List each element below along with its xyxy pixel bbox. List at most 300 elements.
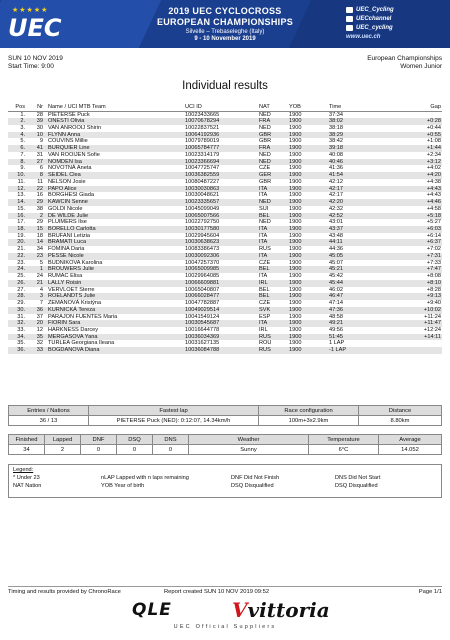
result-gap bbox=[392, 111, 442, 118]
result-name: BUDNIKOVA Karolina bbox=[48, 259, 103, 266]
result-nr: 36 bbox=[26, 307, 44, 314]
result-uci-id: 10023433665 bbox=[185, 111, 220, 118]
result-uci-id: 10066609881 bbox=[184, 280, 258, 287]
result-gap: +8:28 bbox=[426, 286, 441, 293]
race-date: SUN 10 NOV 2019 bbox=[8, 55, 63, 62]
result-yob: 1900 bbox=[288, 132, 328, 139]
result-nat: NED bbox=[259, 111, 271, 118]
result-gap: +7:33 bbox=[426, 259, 441, 266]
table-row bbox=[8, 111, 442, 118]
result-yob: 1900 bbox=[288, 307, 328, 314]
result-yob: 1900 bbox=[289, 192, 302, 199]
result-time: 42:12 bbox=[329, 178, 343, 185]
result-name: VERVLOET Sterre bbox=[48, 286, 95, 293]
table-row bbox=[8, 239, 442, 246]
logo-stars: ★★★★★ bbox=[12, 7, 49, 14]
result-uci-id: 10023335657 bbox=[184, 199, 258, 206]
result-uci-id: 10083386473 bbox=[185, 246, 220, 253]
result-nat: ITA bbox=[258, 239, 288, 246]
footer-timing: Timing and results provided by ChronoRace bbox=[8, 589, 121, 595]
table-row bbox=[8, 172, 442, 179]
title-line1: 2019 UEC CYCLOCROSS bbox=[168, 6, 282, 16]
result-name: KURNICKÁ Tereza bbox=[44, 307, 184, 314]
youtube-link[interactable]: UECchannel bbox=[346, 14, 442, 23]
website-link[interactable]: www.uec.ch bbox=[346, 33, 381, 40]
result-pos: 8. bbox=[8, 159, 26, 166]
qle-logo: QLE bbox=[132, 600, 172, 620]
result-uci-id: 10030177580 bbox=[184, 226, 258, 233]
table-row bbox=[8, 206, 442, 213]
instagram-link[interactable]: UEC_cycling bbox=[346, 23, 442, 32]
result-nat: GBR bbox=[258, 132, 288, 139]
result-yob: 1900 bbox=[289, 165, 302, 172]
result-time: 46:47 bbox=[328, 293, 392, 300]
result-name: KAWCIN Senne bbox=[44, 199, 184, 206]
result-yob: 1900 bbox=[288, 199, 328, 206]
result-pos: 13. bbox=[17, 192, 25, 199]
result-gap: +9:40 bbox=[426, 300, 441, 307]
result-name: FOMINA Daria bbox=[48, 246, 85, 253]
result-uci-id: 10030092306 bbox=[184, 253, 258, 260]
event-dates: 9 - 10 November 2019 bbox=[194, 36, 256, 42]
result-uci-id: 10079789019 bbox=[185, 138, 220, 145]
result-name: VAN ANROOIJ Shirin bbox=[48, 124, 102, 131]
result-nat: NED bbox=[259, 124, 271, 131]
result-pos: 21. bbox=[17, 246, 25, 253]
twitter-link[interactable]: UEC_Cycling bbox=[346, 5, 442, 14]
result-uci-id: 10029964085 bbox=[185, 273, 220, 280]
result-gap: +7:47 bbox=[392, 266, 442, 273]
logo-text: UEC bbox=[8, 14, 62, 42]
start-time: Start Time: 9:00 bbox=[8, 63, 54, 70]
col-yob: YOB bbox=[288, 103, 328, 111]
result-pos: 22. bbox=[8, 253, 26, 260]
result-time: 49:56 bbox=[329, 327, 343, 333]
result-nr: 28 bbox=[36, 111, 43, 118]
result-uci-id: 10066028477 bbox=[184, 293, 258, 300]
result-name: NOMDEN Isa bbox=[44, 159, 184, 166]
result-pos: 9. bbox=[20, 165, 25, 172]
legend-item: * Under 23 bbox=[13, 475, 40, 481]
result-nat: BEL bbox=[258, 213, 288, 220]
result-name: BOGDANOVA Diana bbox=[44, 347, 184, 354]
table-row bbox=[8, 253, 442, 260]
lapped-value: 2 bbox=[45, 445, 81, 455]
result-nat: ITA bbox=[258, 226, 288, 233]
twitter-icon bbox=[346, 7, 353, 13]
result-time: 39:18 bbox=[328, 145, 392, 152]
result-pos: 11. bbox=[17, 178, 25, 185]
result-time: 38:42 bbox=[329, 138, 343, 145]
table-row bbox=[8, 307, 442, 314]
result-nat: FRA bbox=[258, 145, 288, 152]
result-nr: 22 bbox=[26, 186, 44, 193]
col-gap: Gap bbox=[392, 103, 442, 111]
results-body bbox=[8, 111, 442, 354]
result-yob: 1900 bbox=[288, 266, 328, 273]
result-uci-id: 10022792750 bbox=[185, 219, 220, 226]
dsq-value: 0 bbox=[117, 445, 153, 455]
result-time: 38:02 bbox=[328, 118, 392, 125]
result-yob: 1900 bbox=[288, 159, 328, 166]
table-row bbox=[8, 327, 442, 334]
table-row bbox=[8, 266, 442, 273]
result-name: BURQUIER Line bbox=[44, 145, 184, 152]
result-yob: 1900 bbox=[289, 219, 302, 226]
result-uci-id: 10047725747 bbox=[185, 165, 220, 172]
result-name: VAN ROOIJEN Sofie bbox=[48, 151, 100, 158]
result-nat: CZE bbox=[259, 300, 271, 307]
result-time: 38:29 bbox=[328, 132, 392, 139]
result-time: 37:34 bbox=[329, 111, 343, 118]
result-nat: IRL bbox=[259, 327, 268, 333]
result-nr: 23 bbox=[26, 253, 44, 260]
result-nr: 4 bbox=[39, 286, 43, 293]
result-yob: 1900 bbox=[288, 280, 328, 287]
result-nat: ITA bbox=[259, 232, 268, 239]
result-uci-id: 10030638623 bbox=[184, 239, 258, 246]
result-name: SEIDEL Clea bbox=[44, 172, 184, 179]
result-pos: 4. bbox=[8, 132, 26, 139]
result-gap bbox=[392, 340, 442, 347]
result-pos: 23. bbox=[17, 259, 25, 266]
finished-header: Finished bbox=[9, 435, 45, 445]
result-pos: 25. bbox=[17, 273, 25, 280]
result-time: 42:20 bbox=[328, 199, 392, 206]
result-pos: 31. bbox=[17, 313, 25, 320]
result-time: 43:37 bbox=[328, 226, 392, 233]
result-gap: +11:47 bbox=[392, 320, 442, 327]
result-nat: GBR bbox=[259, 178, 272, 185]
result-yob: 1900 bbox=[289, 327, 302, 333]
result-nat: NED bbox=[258, 159, 288, 166]
result-nr: 35 bbox=[26, 334, 44, 341]
result-nat: SVK bbox=[258, 307, 288, 314]
result-time: 46:02 bbox=[329, 286, 343, 293]
result-nr: 6 bbox=[39, 165, 43, 172]
result-nr: 39 bbox=[26, 118, 44, 125]
result-yob: 1900 bbox=[288, 145, 328, 152]
result-time: 38:18 bbox=[329, 124, 343, 131]
result-time: 43:01 bbox=[329, 219, 343, 226]
result-yob: 1900 bbox=[289, 111, 302, 118]
result-uci-id: 10049029514 bbox=[184, 307, 258, 314]
uec-logo bbox=[8, 6, 86, 42]
social-links bbox=[346, 5, 442, 41]
result-gap: +6:14 bbox=[426, 232, 441, 239]
result-time: 45:42 bbox=[329, 273, 343, 280]
dsq-header: DSQ bbox=[117, 435, 153, 445]
result-nat: NED bbox=[258, 199, 288, 206]
result-yob: 1900 bbox=[289, 300, 302, 307]
event-location: Silvelle – Trebaseleghe (Italy) bbox=[185, 29, 265, 35]
distance-header: Distance bbox=[359, 406, 442, 416]
event-title bbox=[120, 6, 330, 42]
result-time: 1 LAP bbox=[329, 340, 345, 347]
result-yob: 1900 bbox=[288, 347, 328, 354]
lapped-header: Lapped bbox=[45, 435, 81, 445]
average-value: 14.052 bbox=[379, 445, 442, 455]
table-row bbox=[8, 145, 442, 152]
result-pos: 35. bbox=[17, 340, 25, 347]
dns-header: DNS bbox=[153, 435, 189, 445]
result-nr: 29 bbox=[26, 199, 44, 206]
entries-header: Entries / Nations bbox=[9, 406, 89, 416]
result-pos: 32. bbox=[8, 320, 26, 327]
result-gap: +8:08 bbox=[426, 273, 441, 280]
table-row bbox=[8, 260, 442, 267]
result-time: 47:14 bbox=[329, 300, 343, 307]
result-name: PLUIMERS Ilse bbox=[48, 219, 87, 226]
result-gap: +8:10 bbox=[392, 280, 442, 287]
entries-value: 36 / 13 bbox=[9, 416, 89, 426]
result-nat: BEL bbox=[258, 293, 288, 300]
result-pos: 10. bbox=[8, 172, 26, 179]
result-name: RUMAC Elisa bbox=[48, 273, 83, 280]
table-row bbox=[8, 213, 442, 220]
footer-page: Page 1/1 bbox=[418, 589, 442, 595]
result-nat: ROU bbox=[259, 340, 272, 347]
table-row bbox=[8, 132, 442, 139]
dnf-header: DNF bbox=[81, 435, 117, 445]
result-nr: 15 bbox=[26, 226, 44, 233]
title-line2: EUROPEAN CHAMPIONSHIPS bbox=[156, 17, 294, 27]
table-row bbox=[8, 246, 442, 253]
result-yob: 1900 bbox=[289, 286, 302, 293]
result-nr: 29 bbox=[36, 219, 43, 226]
result-yob: 1900 bbox=[288, 186, 328, 193]
result-gap: +1:44 bbox=[392, 145, 442, 152]
result-name: ZEMANOVÁ Kristýna bbox=[48, 300, 102, 307]
col-uci-id: UCI ID bbox=[184, 103, 258, 111]
result-nr: 5 bbox=[39, 259, 43, 266]
result-gap bbox=[392, 347, 442, 354]
result-uci-id: 10023366694 bbox=[184, 159, 258, 166]
result-nr: 14 bbox=[26, 239, 44, 246]
result-yob: 1900 bbox=[289, 138, 302, 145]
result-gap: +0:28 bbox=[392, 118, 442, 125]
result-yob: 1900 bbox=[288, 320, 328, 327]
weather-value: Sunny bbox=[189, 445, 309, 455]
result-nr: 8 bbox=[26, 172, 44, 179]
legend-box bbox=[8, 464, 442, 498]
result-pos: 26. bbox=[8, 280, 26, 287]
result-time: 44:11 bbox=[328, 239, 392, 246]
table-row bbox=[8, 199, 442, 206]
result-gap: +7:31 bbox=[392, 253, 442, 260]
result-yob: 1900 bbox=[288, 172, 328, 179]
table-row bbox=[8, 334, 442, 341]
results-header-row bbox=[8, 103, 442, 111]
result-uci-id: 10080487227 bbox=[185, 178, 220, 185]
result-name: NOVOTNÁ Aneta bbox=[48, 165, 92, 172]
result-uci-id: 10016644778 bbox=[185, 327, 220, 333]
result-name: ROELANDTS Julie bbox=[44, 293, 184, 300]
result-pos: 34. bbox=[8, 334, 26, 341]
legend-item: DNS Did Not Start bbox=[335, 475, 381, 481]
col-time: Time bbox=[328, 103, 392, 111]
result-uci-id: 10029945604 bbox=[185, 232, 220, 239]
result-nat: ITA bbox=[258, 320, 288, 327]
result-name: FIORIN Sara bbox=[44, 320, 184, 327]
result-pos: 5. bbox=[20, 138, 25, 145]
dns-value: 0 bbox=[153, 445, 189, 455]
result-name: BRAMATI Luca bbox=[44, 239, 184, 246]
result-nat: RUS bbox=[258, 347, 288, 354]
temperature-value: 6°C bbox=[309, 445, 379, 455]
result-nat: ITA bbox=[258, 253, 288, 260]
distance-value: 8.80km bbox=[359, 416, 442, 426]
result-nat: SUI bbox=[259, 205, 269, 212]
col-nr: Nr bbox=[26, 103, 44, 111]
result-time: 49:21 bbox=[328, 320, 392, 327]
table-row bbox=[8, 347, 442, 354]
result-nr: 18 bbox=[36, 232, 43, 239]
table-row bbox=[8, 125, 442, 132]
result-nr: 7 bbox=[39, 300, 43, 307]
result-nr: 27 bbox=[26, 159, 44, 166]
legend-item: NAT Nation bbox=[13, 483, 42, 489]
result-pos: 27. bbox=[17, 286, 25, 293]
result-nr: 37 bbox=[36, 313, 43, 320]
result-pos: 16. bbox=[8, 213, 26, 220]
result-gap: +5:18 bbox=[392, 213, 442, 220]
result-uci-id: 10045099049 bbox=[185, 205, 220, 212]
col-nat: NAT bbox=[258, 103, 288, 111]
result-pos: 6. bbox=[8, 145, 26, 152]
result-nat: GER bbox=[258, 172, 288, 179]
result-pos: 28. bbox=[8, 293, 26, 300]
race-stats-table bbox=[8, 434, 442, 455]
result-yob: 1900 bbox=[288, 213, 328, 220]
finished-value: 34 bbox=[9, 445, 45, 455]
result-nr: 31 bbox=[36, 151, 43, 158]
table-row bbox=[8, 233, 442, 240]
result-gap: +9:13 bbox=[392, 293, 442, 300]
result-uci-id: 10030030863 bbox=[184, 186, 258, 193]
table-row bbox=[8, 320, 442, 327]
instagram-icon bbox=[346, 25, 353, 31]
result-time: 42:32 bbox=[329, 205, 343, 212]
result-gap: +4:02 bbox=[426, 165, 441, 172]
table-row bbox=[8, 314, 442, 321]
table-row bbox=[8, 340, 442, 347]
legend-grid bbox=[13, 475, 437, 489]
result-uci-id: 10023314179 bbox=[185, 151, 220, 158]
race-config-value: 100m+3x2.9km bbox=[259, 416, 359, 426]
page-title: Individual results bbox=[182, 80, 268, 92]
average-header: Average bbox=[379, 435, 442, 445]
result-pos: 7. bbox=[20, 151, 25, 158]
result-nr: 20 bbox=[26, 320, 44, 327]
result-uci-id: 10031627135 bbox=[185, 340, 220, 347]
result-gap: +14:11 bbox=[392, 334, 442, 341]
race-category: Women Junior bbox=[400, 63, 442, 70]
result-pos: 14. bbox=[8, 199, 26, 206]
result-gap: +2:34 bbox=[426, 151, 441, 158]
result-nat: ITA bbox=[259, 273, 268, 280]
result-gap: +5:27 bbox=[426, 219, 441, 226]
youtube-icon bbox=[346, 16, 353, 22]
result-nat: CZE bbox=[259, 165, 271, 172]
result-time: 48:58 bbox=[329, 313, 343, 320]
result-name: PAPO Alice bbox=[44, 186, 184, 193]
result-time: 41:54 bbox=[328, 172, 392, 179]
result-pos: 2. bbox=[8, 118, 26, 125]
result-pos: 17. bbox=[17, 219, 25, 226]
result-gap: +1:08 bbox=[426, 138, 441, 145]
result-yob: 1900 bbox=[289, 313, 302, 320]
result-yob: 1900 bbox=[289, 151, 302, 158]
result-nr: 16 bbox=[36, 192, 43, 199]
result-uci-id: 10036084788 bbox=[184, 347, 258, 354]
result-yob: 1900 bbox=[288, 118, 328, 125]
result-nat: ITA bbox=[259, 192, 268, 199]
legend-item: DSQ Disqualified bbox=[335, 483, 378, 489]
table-row bbox=[8, 179, 442, 186]
result-pos: 12. bbox=[8, 186, 26, 193]
result-nat: GBR bbox=[259, 138, 272, 145]
result-nr: 21 bbox=[26, 280, 44, 287]
result-nr: 1 bbox=[26, 266, 44, 273]
result-gap: +6:03 bbox=[392, 226, 442, 233]
result-name: BORELLO Carlotta bbox=[44, 226, 184, 233]
table-row bbox=[8, 300, 442, 307]
legend-item: DNF Did Not Finish bbox=[231, 475, 280, 481]
result-yob: 1900 bbox=[289, 259, 302, 266]
result-pos: 29. bbox=[17, 300, 25, 307]
result-nr: 24 bbox=[36, 273, 43, 280]
result-name: ONESTI Olivia bbox=[44, 118, 184, 125]
result-nr: 41 bbox=[26, 145, 44, 152]
result-yob: 1900 bbox=[288, 293, 328, 300]
result-nat: CZE bbox=[259, 259, 271, 266]
result-nat: ITA bbox=[258, 186, 288, 193]
result-nr: 9 bbox=[39, 138, 43, 145]
result-uci-id: 10065040807 bbox=[185, 286, 220, 293]
table-row bbox=[8, 138, 442, 145]
result-time: 51:45 bbox=[328, 334, 392, 341]
result-uci-id: 10070678294 bbox=[184, 118, 258, 125]
result-pos: 36. bbox=[8, 347, 26, 354]
result-name: BRUFANI Letizia bbox=[48, 232, 90, 239]
result-pos: 3. bbox=[20, 124, 25, 131]
result-name: TURLEA Georgiana Ileana bbox=[48, 340, 115, 347]
legend-item: nLAP Lapped with n laps remaining bbox=[101, 475, 189, 481]
footer-divider bbox=[8, 586, 442, 587]
result-name: HARKNESS Darcey bbox=[48, 327, 99, 333]
result-name: GOLDI Nicole bbox=[48, 205, 83, 212]
legend-item: YOB Year of birth bbox=[101, 483, 145, 489]
result-nat: ESP bbox=[259, 313, 271, 320]
result-name: PIETERSE Puck bbox=[48, 111, 90, 118]
result-nr: 2 bbox=[26, 213, 44, 220]
temperature-header: Temperature bbox=[309, 435, 379, 445]
fastest-lap-value: PIETERSE Puck (NED): 0:12:07, 14.34km/h bbox=[89, 416, 259, 426]
result-nat: IRL bbox=[258, 280, 288, 287]
event-name: European Championships bbox=[367, 55, 442, 62]
result-uci-id: 10036034369 bbox=[184, 334, 258, 341]
result-uci-id: 10036382559 bbox=[184, 172, 258, 179]
result-time: 40:08 bbox=[329, 151, 343, 158]
result-uci-id: 10047782887 bbox=[185, 300, 220, 307]
result-nr: 12 bbox=[36, 327, 43, 333]
result-gap: +3:12 bbox=[392, 159, 442, 166]
result-nr: 30 bbox=[36, 124, 43, 131]
result-pos: 15. bbox=[17, 205, 25, 212]
vittoria-logo: Vvittoria bbox=[232, 598, 330, 622]
col-pos: Pos bbox=[8, 103, 26, 111]
